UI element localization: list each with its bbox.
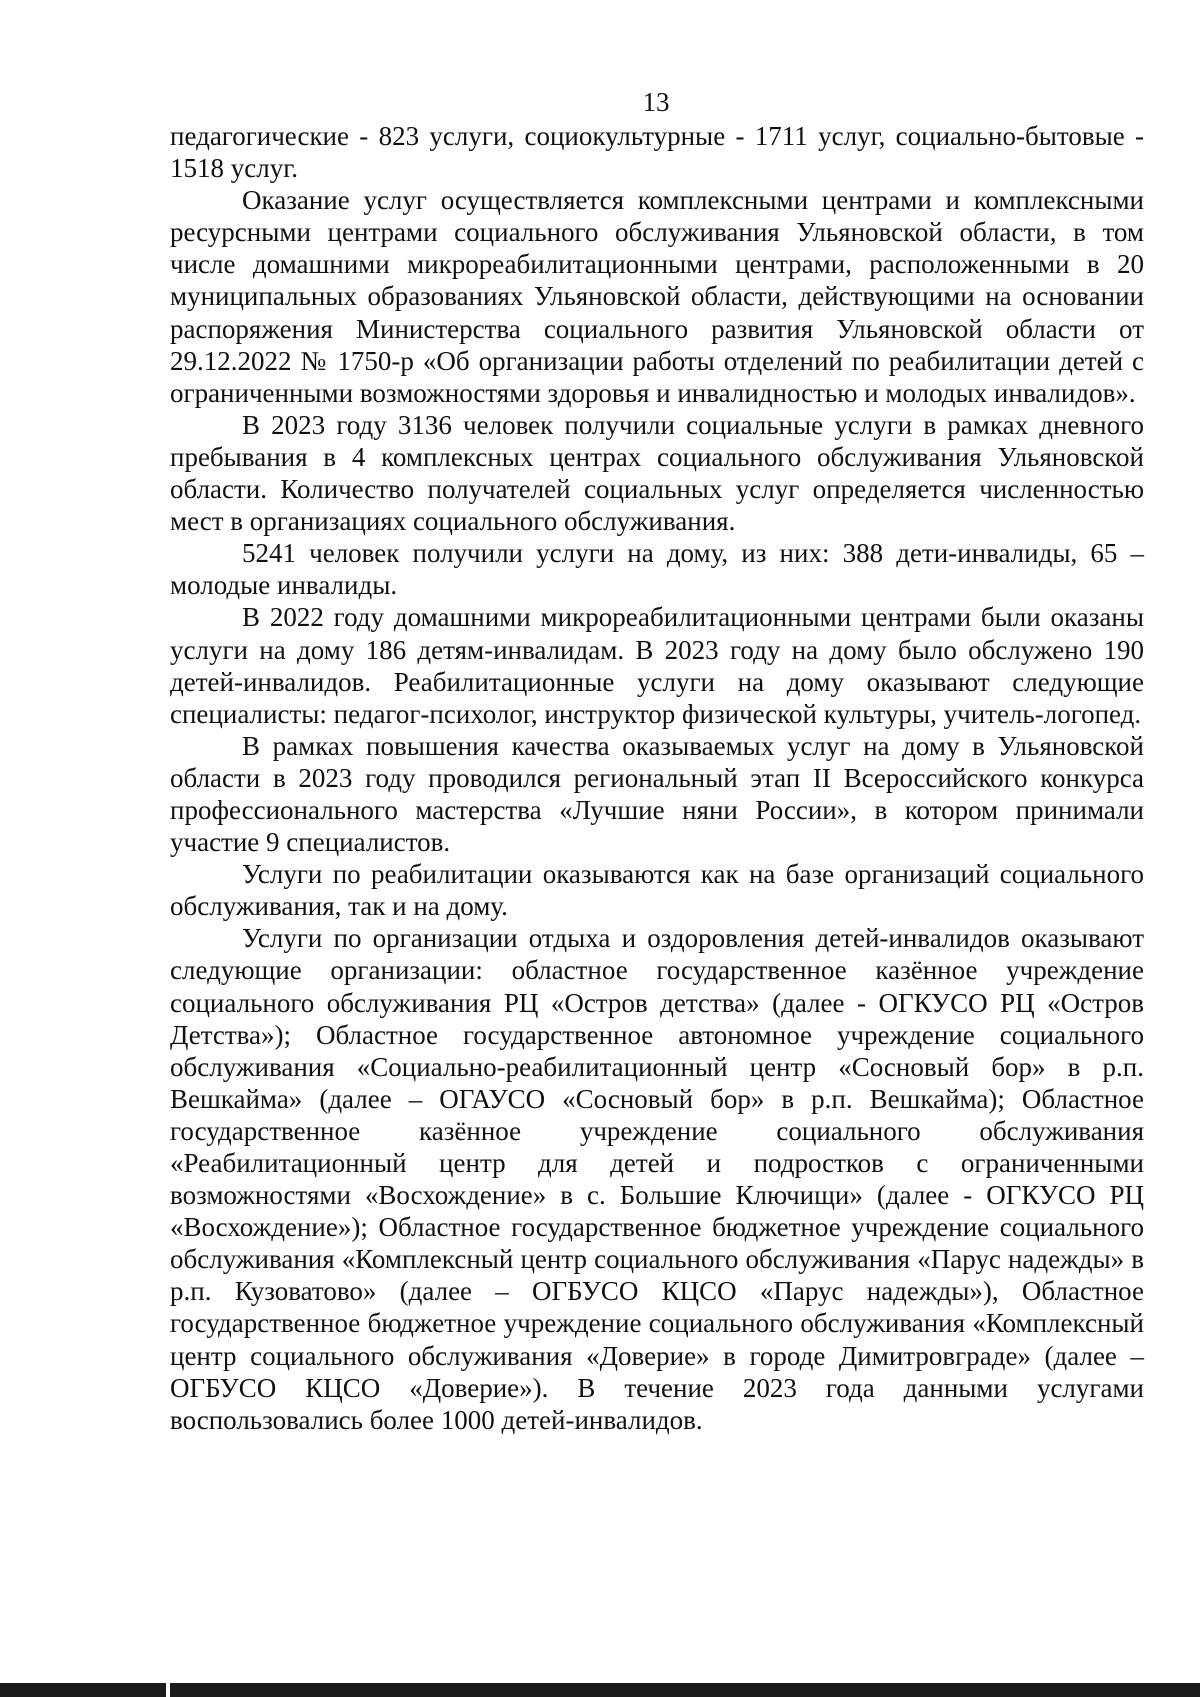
scan-edge-notch	[166, 1683, 170, 1697]
paragraph-rehab-services: Услуги по реабилитации оказываются как на базе организаций социального обслуживания, так и на дому.	[170, 859, 1144, 922]
paragraph-continuation: педагогические - 823 услуги, социокультурные - 1711 услуг, социально-бытовые - 1518 услуг.	[170, 121, 1144, 184]
paragraph-micro-rehab-centers: В 2022 году домашними микрореабилитационными центрами были оказаны услуги на дому 186 детям-инвалидам. В 2023 году на дому было обслужено 190 детей-инвалидов. Реабилитационные услуги на дому оказывают следующие специалисты: педагог-психолог, инструктор физической культуры, учитель-логопед.	[170, 602, 1144, 729]
paragraph-recreation-organizations: Услуги по организации отдыха и оздоровления детей-инвалидов оказывают следующие организации: областное государственное казённое учреждение социального обслуживания РЦ «Остров детства» (далее - ОГКУСО РЦ «Остров Детства»); Областное государственное автономное учреждение социального обслуживания «Социально-реабилитационный центр «Сосновый бор» в р.п. Вешкайма» (далее – ОГАУСО «Сосновый бор» в р.п. Вешкайма); Областное государственное казённое учреждение социального обслуживания «Реабилитационный центр для детей и подростков с ограниченными возможностями «Восхождение» в с. Большие Ключищи» (далее - ОГКУСО РЦ «Восхождение»); Областное государственное бюджетное учреждение социального обслуживания «Комплексный центр социального обслуживания «Парус надежды» в р.п. Кузоватово» (далее – ОГБУСО КЦСО «Парус надежды»), Областное государственное бюджетное учреждение социального обслуживания «Комплексный центр социального обслуживания «Доверие» в городе Димитровграде» (далее – ОГБУСО КЦСО «Доверие»). В течение 2023 года данными услугами воспользовались более 1000 детей-инвалидов.	[170, 923, 1144, 1435]
paragraph-day-stay: В 2023 году 3136 человек получили социальные услуги в рамках дневного пребывания в 4 комплексных центрах социального обслуживания Ульяновской области. Количество получателей социальных услуг определяется численностью мест в организациях социального обслуживания.	[170, 409, 1144, 537]
paragraph-competition: В рамках повышения качества оказываемых услуг на дому в Ульяновской области в 2023 году проводился региональный этап II Всероссийского конкурса профессионального мастерства «Лучшие няни России», в котором принимали участие 9 специалистов.	[170, 730, 1144, 858]
page-number: 13	[642, 87, 670, 117]
paragraph-home-services: 5241 человек получили услуги на дому, из них: 388 дети-инвалиды, 65 – молодые инвалиды.	[170, 538, 1144, 601]
scan-bottom-edge	[0, 1683, 1200, 1697]
paragraph-service-providers: Оказание услуг осуществляется комплексными центрами и комплексными ресурсными центрами социального обслуживания Ульяновской области, в том числе домашними микрореабилитационными центрами, расположенными в 20 муниципальных образованиях Ульяновской области, действующими на основании распоряжения Министерства социального развития Ульяновской области от 29.12.2022 № 1750-р «Об организации работы отделений по реабилитации детей с ограниченными возможностями здоровья и инвалидностью и молодых инвалидов».	[170, 185, 1144, 408]
body-text	[170, 120, 1144, 1436]
